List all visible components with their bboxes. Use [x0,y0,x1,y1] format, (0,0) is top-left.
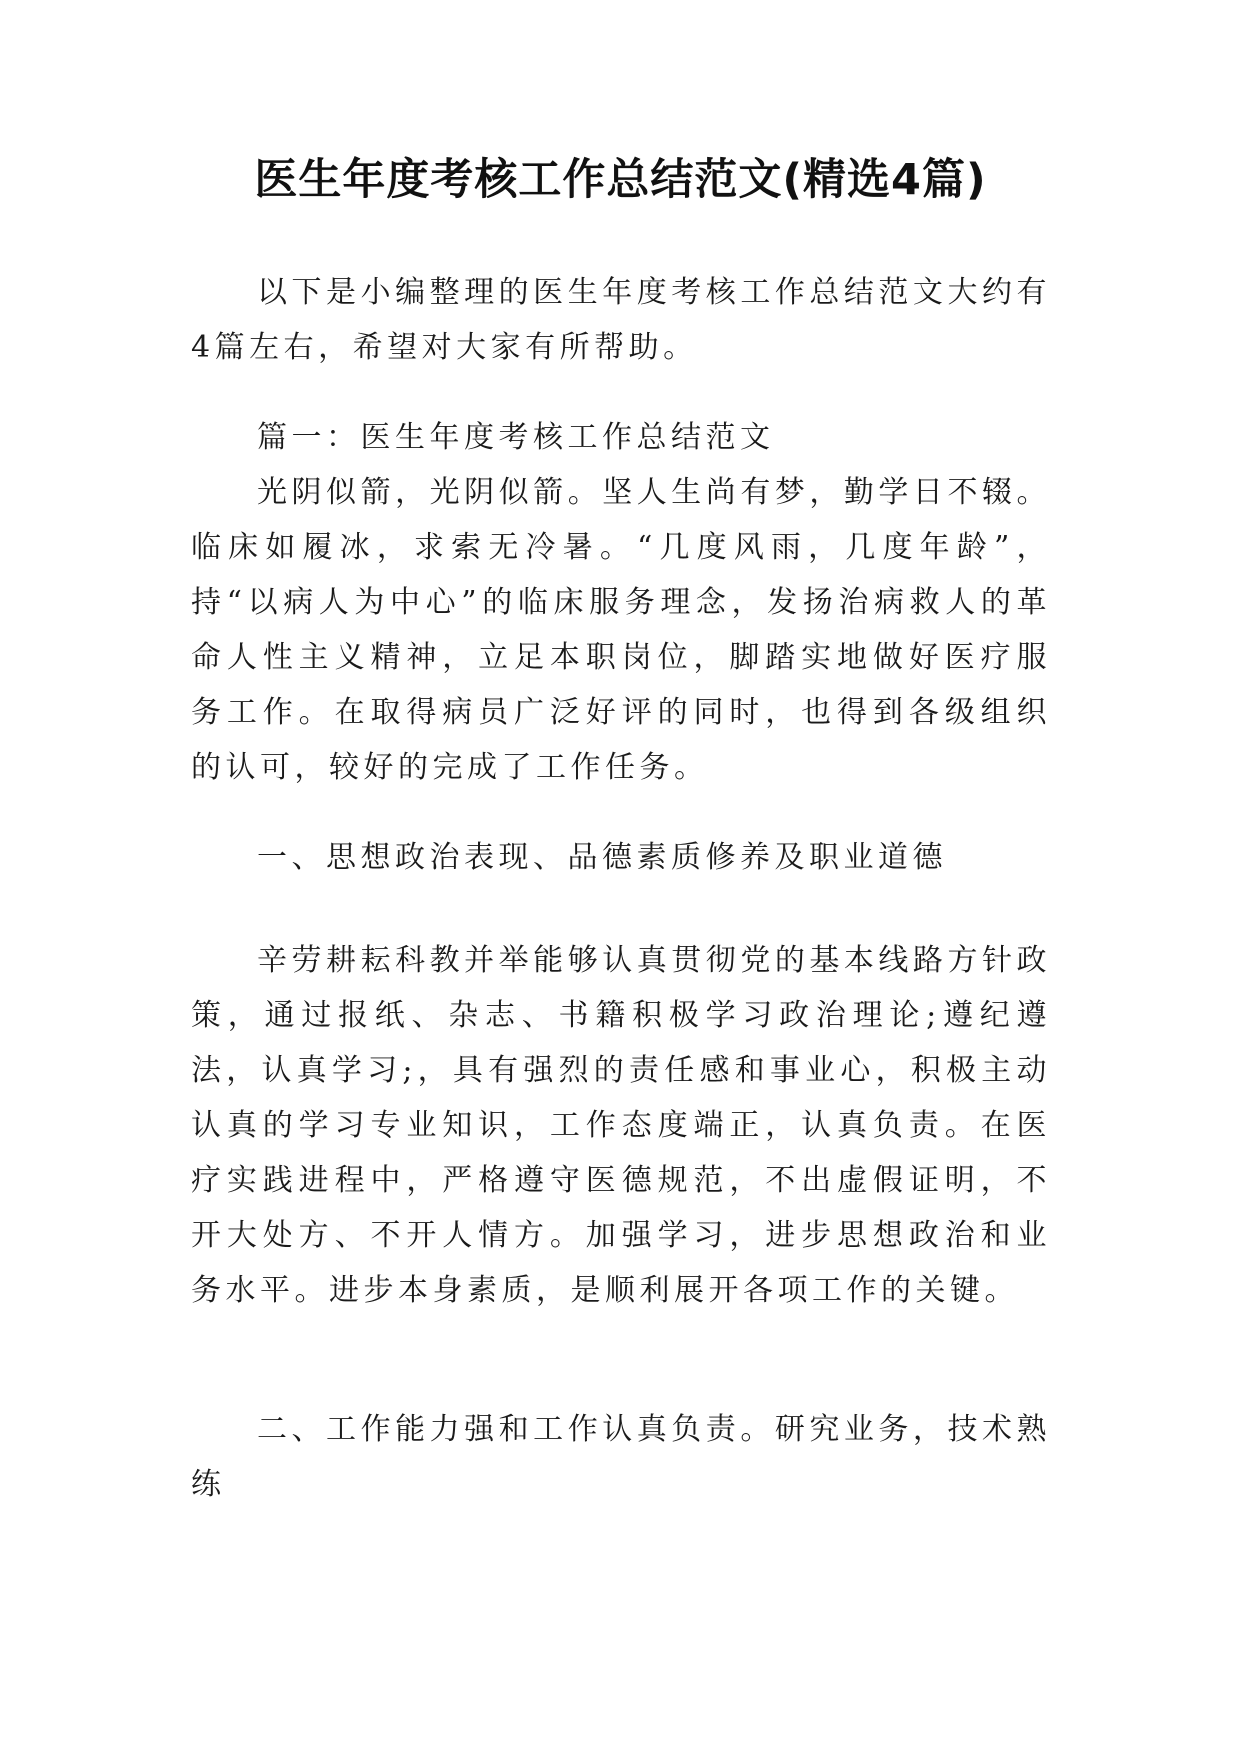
article-heading: 篇一：医生年度考核工作总结范文 [257,420,775,455]
section-heading: 二、工作能力强和工作认真负责。研究业务，技术熟练 [191,1412,1051,1502]
body-paragraph: 辛劳耕耘科教并举能够认真贯彻党的基本线路方针政策，通过报纸、杂志、书籍积极学习政治理论;遵纪遵法，认真学习;，具有强烈的责任感和事业心，积极主动认真的学习专业知识，工作态度端正，认真负责。在医疗实践进程中，严格遵守医德规范，不出虚假证明，不开大处方、不开人情方。加强学习，进步思想政治和业务水平。进步本身素质，是顺利展开各项工作的关键。 [191,943,1051,1308]
body-paragraph: 光阴似箭，光阴似箭。坚人生尚有梦，勤学日不辍。临床如履冰，求索无冷暑。“几度风雨，几度年龄”，持“以病人为中心”的临床服务理念，发扬治病救人的革命人性主义精神，立足本职岗位，脚踏实地做好医疗服务工作。在取得病员广泛好评的同时，也得到各级组织的认可，较好的完成了工作任务。 [191,475,1051,785]
section-heading: 一、思想政治表现、品德素质修养及职业道德 [257,840,947,875]
intro-paragraph: 以下是小编整理的医生年度考核工作总结范文大约有4篇左右，希望对大家有所帮助。 [191,275,1051,365]
document-title: 医生年度考核工作总结范文(精选4篇) [254,155,987,205]
